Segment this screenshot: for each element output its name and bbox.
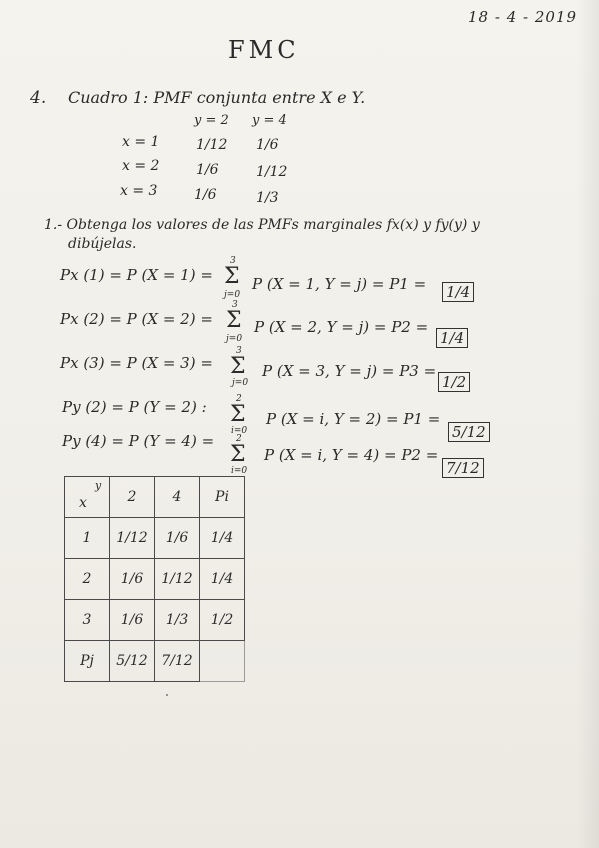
table-row-label: 3 [65,600,110,641]
date-label: 18 - 4 - 2019 [468,8,578,26]
pmf-cell: 1/6 [194,187,217,203]
table-cell: 1/2 [200,600,245,641]
table-header-cell: 4 [155,477,200,518]
sum-upper: 2 [236,394,242,404]
table-cell: 1/12 [110,518,155,559]
table-cell: 1/4 [200,518,245,559]
equation-lhs: Py (4) = P (Y = 4) = [62,432,215,450]
equation-lhs: Py (2) = P (Y = 2) : [62,398,207,416]
pmf-row-label: x = 3 [120,183,158,199]
question-line-2: dibújelas. [68,236,137,252]
table-cell: 1/3 [155,600,200,641]
equation-rhs: P (X = 3, Y = j) = P3 = [262,362,437,380]
sum-lower: i=0 [231,426,248,436]
summation-symbol: Σ [230,402,246,427]
sum-lower: j=0 [224,290,241,300]
table-header-row [65,477,245,518]
pmf-cell: 1/12 [256,164,288,180]
equation-rhs: P (X = 1, Y = j) = P1 = [252,275,427,293]
result-box: 1/4 [442,282,474,302]
pmf-row-label: x = 1 [122,134,160,150]
page-title: FMC [228,36,300,64]
pmf-col-header: y = 4 [252,113,287,128]
table-footer-label: Pj [65,641,110,682]
table-cell: 1/6 [155,518,200,559]
table-cell-empty [200,641,245,682]
sum-upper: 3 [230,256,236,266]
summation-symbol: Σ [226,308,242,333]
summation-symbol: Σ [230,442,246,467]
summation-symbol: Σ [230,354,246,379]
table-footer-row [65,641,245,682]
table-cell: 1/4 [200,559,245,600]
table-row-label: 1 [65,518,110,559]
pen-dot [166,694,168,696]
pmf-row-label: x = 2 [122,158,160,174]
table-header-cell: Pi [200,477,245,518]
result-box: 5/12 [448,422,490,442]
result-box: 1/2 [438,372,470,392]
table-cell: 1/6 [110,559,155,600]
pmf-col-header: y = 2 [194,113,229,128]
equation-rhs: P (X = 2, Y = j) = P2 = [254,318,429,336]
corner-y-label: y [95,479,102,492]
pmf-cell: 1/6 [196,162,219,178]
equation-lhs: Px (3) = P (X = 3) = [60,354,213,372]
page-edge-shadow [577,0,599,848]
corner-x-label: x [79,495,87,511]
result-box: 1/4 [436,328,468,348]
problem-title: Cuadro 1: PMF conjunta entre X e Y. [68,88,366,107]
pmf-cell: 1/3 [256,190,279,206]
equation-lhs: Px (2) = P (X = 2) = [60,310,213,328]
sum-lower: i=0 [231,466,248,476]
table-corner-cell [65,477,110,518]
sum-upper: 2 [236,434,242,444]
problem-number: 4. [30,88,47,108]
sum-upper: 3 [232,300,238,310]
sum-lower: j=0 [226,334,243,344]
marginal-table [64,476,245,682]
result-box: 7/12 [442,458,484,478]
table-row-label: 2 [65,559,110,600]
table-cell: 1/12 [155,559,200,600]
question-line-1: 1.- Obtenga los valores de las PMFs marginales fx(x) y fy(y) y [44,217,480,233]
sum-lower: j=0 [232,378,249,388]
pmf-cell: 1/12 [196,137,228,153]
equation-rhs: P (X = i, Y = 2) = P1 = [266,410,441,428]
pmf-cell: 1/6 [256,137,279,153]
equation-lhs: Px (1) = P (X = 1) = [60,266,213,284]
equation-rhs: P (X = i, Y = 4) = P2 = [264,446,439,464]
summation-symbol: Σ [224,264,240,289]
table-header-cell: 2 [110,477,155,518]
table-cell: 5/12 [110,641,155,682]
table-cell: 1/6 [110,600,155,641]
sum-upper: 3 [236,346,242,356]
table-row [65,600,245,641]
table-cell: 7/12 [155,641,200,682]
table-row [65,559,245,600]
table-row [65,518,245,559]
